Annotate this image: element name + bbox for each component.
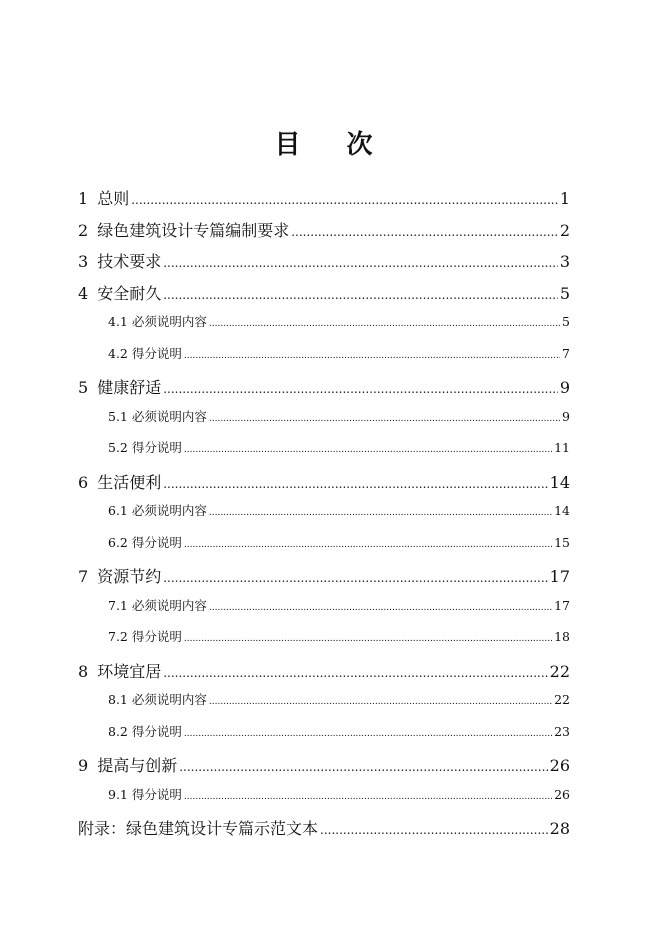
- toc-entry[interactable]: [78, 816, 570, 848]
- toc-entry-number: 6.1: [108, 503, 128, 518]
- toc-entry-number: 7.2: [108, 629, 128, 644]
- toc-entry-title: 得分说明: [131, 534, 182, 550]
- page-title: [0, 124, 649, 161]
- toc-entry[interactable]: [78, 470, 570, 502]
- toc-entry-title: 得分说明: [131, 786, 182, 802]
- dot-leader: [209, 697, 552, 707]
- toc-subentry[interactable]: [78, 501, 570, 533]
- toc-page-number: 14: [549, 472, 570, 492]
- toc-subentry[interactable]: [78, 312, 570, 344]
- toc-entry-number: 8.1: [108, 692, 128, 707]
- toc-page-number: 5: [559, 283, 570, 303]
- toc-entry-number: 3: [78, 252, 89, 271]
- dot-leader: [209, 508, 552, 518]
- toc-entry-title: 资源节约: [97, 567, 162, 586]
- title-part-2: 次: [346, 130, 375, 160]
- toc-subentry[interactable]: [78, 785, 570, 817]
- toc-entry-title: 健康舒适: [97, 378, 162, 397]
- toc-page-number: 22: [549, 661, 570, 681]
- toc-entry-title: 绿色建筑设计专篇编制要求: [97, 220, 290, 240]
- toc-page-number: 3: [559, 252, 570, 271]
- toc-entry-title: 必须说明内容: [131, 314, 207, 329]
- toc-subentry[interactable]: [78, 533, 570, 565]
- dot-leader: [179, 760, 547, 774]
- toc-page-number: 5: [562, 314, 570, 329]
- toc-subentry[interactable]: [78, 596, 570, 628]
- toc-subentry[interactable]: [78, 690, 570, 722]
- toc-entry-number: 4.1: [108, 314, 128, 329]
- toc-entry-number: 5: [78, 378, 89, 397]
- toc-entry-title: 必须说明内容: [131, 408, 207, 424]
- toc-entry[interactable]: [78, 375, 570, 407]
- table-of-contents: [78, 186, 570, 848]
- toc-page-number: 17: [554, 597, 570, 613]
- toc-entry-title: 必须说明内容: [131, 597, 207, 613]
- toc-page-number: 9: [559, 378, 570, 397]
- toc-entry-number: 8: [78, 661, 89, 681]
- toc-entry-title: 得分说明: [131, 345, 182, 361]
- toc-page-number: 15: [554, 534, 570, 550]
- dot-leader: [184, 540, 552, 550]
- toc-subentry[interactable]: [78, 344, 570, 376]
- toc-page-number: 2: [559, 220, 570, 240]
- toc-page-number: 11: [554, 440, 570, 455]
- dot-leader: [163, 477, 547, 491]
- toc-entry-number: 8.2: [108, 723, 128, 739]
- toc-page-number: 26: [549, 756, 570, 775]
- toc-entry-title: 技术要求: [97, 252, 162, 271]
- toc-page-number: 1: [559, 189, 570, 208]
- toc-page-number: 22: [554, 692, 570, 707]
- toc-entry[interactable]: [78, 659, 570, 691]
- toc-entry-number: 2: [78, 220, 89, 240]
- dot-leader: [209, 603, 552, 613]
- toc-entry-title: 得分说明: [131, 629, 182, 644]
- toc-subentry[interactable]: [78, 627, 570, 659]
- toc-subentry[interactable]: [78, 438, 570, 470]
- dot-leader: [184, 729, 552, 739]
- toc-entry-title: 提高与创新: [97, 756, 178, 775]
- toc-entry-title: 安全耐久: [97, 283, 162, 303]
- toc-subentry[interactable]: [78, 722, 570, 754]
- toc-entry-title: 生活便利: [97, 472, 162, 492]
- dot-leader: [163, 256, 558, 270]
- toc-entry-title: 得分说明: [131, 440, 182, 455]
- dot-leader: [131, 193, 558, 207]
- toc-page-number: 17: [549, 567, 570, 586]
- dot-leader: [163, 382, 558, 396]
- toc-entry-number: 7: [78, 567, 89, 586]
- toc-entry-number: 9: [78, 756, 89, 775]
- toc-subentry[interactable]: [78, 407, 570, 439]
- dot-leader: [184, 351, 560, 361]
- toc-entry-title: 环境宜居: [97, 661, 162, 681]
- dot-leader: [163, 666, 547, 680]
- toc-entry-number: 6.2: [108, 534, 128, 550]
- toc-entry-title: 必须说明内容: [131, 692, 207, 707]
- toc-page-number: 7: [562, 345, 570, 361]
- toc-entry-number: 4: [78, 283, 89, 303]
- dot-leader: [163, 571, 547, 585]
- toc-entry[interactable]: [78, 249, 570, 281]
- dot-leader: [184, 634, 552, 644]
- toc-entry-number: 5.1: [108, 408, 128, 424]
- dot-leader: [163, 288, 558, 302]
- toc-entry-number: 9.1: [108, 786, 128, 802]
- toc-entry-number: 6: [78, 472, 89, 492]
- toc-entry-number: 7.1: [108, 597, 128, 613]
- toc-page-number: 18: [554, 629, 570, 644]
- title-part-1: 目: [274, 130, 303, 160]
- dot-leader: [184, 792, 552, 802]
- toc-entry[interactable]: [78, 564, 570, 596]
- toc-entry-title: 附录：绿色建筑设计专篇示范文本: [78, 819, 319, 838]
- dot-leader: [184, 445, 552, 455]
- toc-page-number: 26: [554, 786, 570, 802]
- toc-entry-number: 5.2: [108, 440, 128, 455]
- toc-entry-title: 总则: [97, 189, 130, 208]
- toc-page-number: 23: [554, 723, 570, 739]
- toc-page-number: 14: [554, 503, 570, 518]
- toc-page-number: 28: [549, 819, 570, 838]
- dot-leader: [320, 823, 548, 837]
- toc-entry-number: 1: [78, 189, 89, 208]
- toc-entry[interactable]: [78, 281, 570, 313]
- dot-leader: [209, 414, 560, 424]
- toc-entry-number: 4.2: [108, 345, 128, 361]
- toc-entry-title: 得分说明: [131, 723, 182, 739]
- toc-entry-title: 必须说明内容: [131, 503, 207, 518]
- toc-entry[interactable]: [78, 753, 570, 785]
- dot-leader: [209, 319, 560, 329]
- dot-leader: [291, 225, 558, 239]
- toc-entry[interactable]: [78, 186, 570, 218]
- toc-entry[interactable]: [78, 218, 570, 250]
- toc-page-number: 9: [562, 408, 570, 424]
